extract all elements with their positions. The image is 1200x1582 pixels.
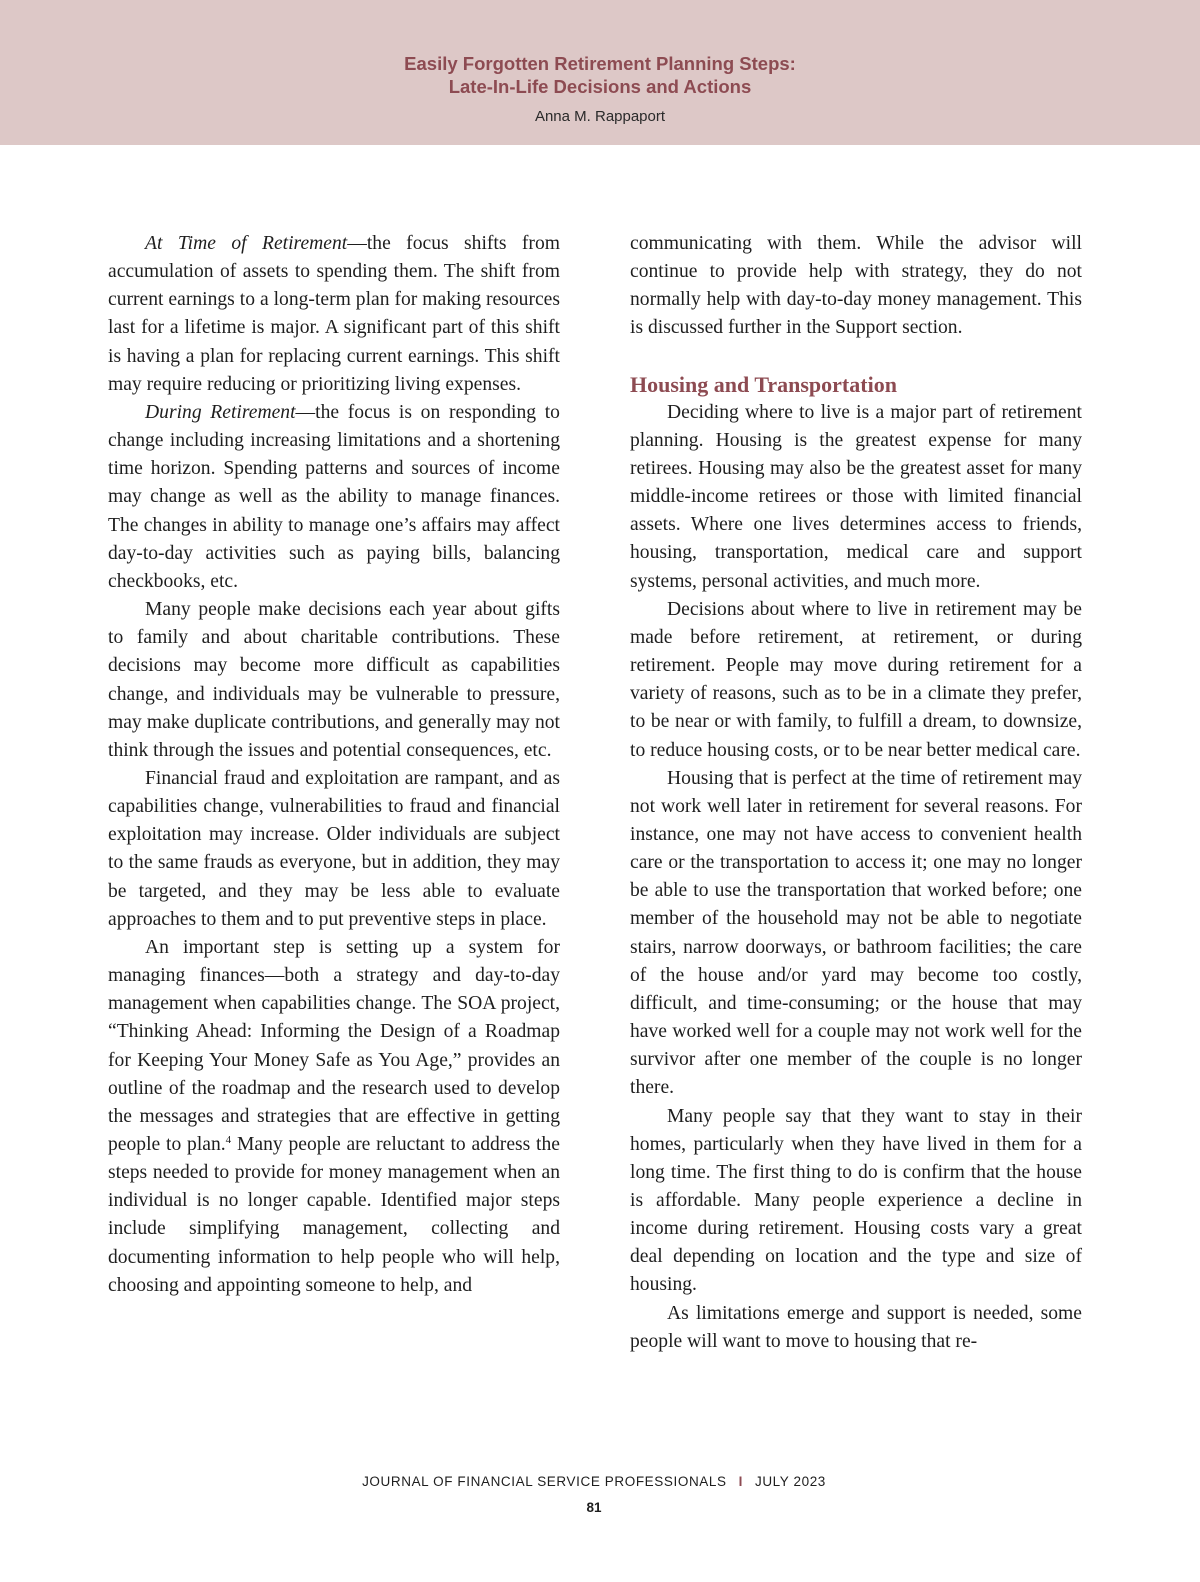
article-title	[0, 52, 1200, 98]
paragraph-during-retirement	[108, 399, 560, 596]
header-band	[0, 0, 1200, 145]
paragraph-housing-changes: Housing that is perfect at the time of retirement may not work well later in retirement for several reasons. For instance, one may not have access to convenient health care or the transportation to access it; one may no longer be able to use the transportation that worked before; one member of the household may not be able to negotiate stairs, narrow doorways, or bathroom facilities; the care of the house and/or yard may become too costly, difficult, and time-consuming; or the house that may have worked well for a couple may not work well for the survivor after one member of the couple is no longer there.	[630, 767, 1082, 1099]
left-column	[108, 230, 560, 1300]
article-title-line1: Easily Forgotten Retirement Planning Steps:	[404, 53, 796, 74]
paragraph-where-to-live: Deciding where to live is a major part of retirement planning. Housing is the greatest expense for many retirees. Housing may also be the greatest asset for many middle-income retirees or those with limited financial assets. Where one lives determines access to friends, housing, transportation, medical care and support systems, personal activities, and much more.	[630, 401, 1082, 592]
paragraph-text: An important step is setting up a system for managing finances—both a strategy and day-to-day management when capabilities change. The SOA project, “Thinking Ahead: Informing the Design of a Roadmap for Keeping Your Money Safe as You Age,” provides an outline of the roadmap and the research used to develop the messages and strategies that are effective in getting people to plan.	[108, 936, 560, 1155]
issue-date: JULY 2023	[754, 1474, 826, 1489]
right-column	[630, 230, 1082, 1356]
article-author: Anna M. Rappaport	[534, 108, 666, 125]
paragraph-limitations: As limitations emerge and support is needed, some people will want to move to housing that re-	[630, 1302, 1082, 1352]
paragraph-text: —the focus is on responding to change including increasing limitations and a shortening time horizon. Spending patterns and sources of income may change as well as the ability to manage finances. The changes in ability to manage one’s affairs may affect day-to-day activities such as paying bills, balancing checkbooks, etc.	[108, 401, 560, 592]
footnote-reference[interactable]: 4	[225, 1134, 232, 1146]
paragraph-stay-home: Many people say that they want to stay in their homes, particularly when they have lived in them for a long time. The first thing to do is confirm that the house is affordable. Many people experience a decline in income during retirement. Housing costs vary a great deal depending on location and the type and size of housing.	[630, 1105, 1082, 1296]
page-number: 81	[586, 1500, 602, 1515]
section-heading-housing: Housing and Transportation	[630, 371, 897, 397]
paragraph-text: —the focus shifts from accumulation of assets to spending them. The shift from current earnings to a long-term plan for making resources last for a lifetime is major. A significant part of this shift is having a plan for replacing current earnings. This shift may require reducing or prioritizing living expenses.	[108, 233, 560, 395]
footer-separator: I	[738, 1474, 743, 1489]
article-title-line2: Late-In-Life Decisions and Actions	[448, 76, 752, 97]
paragraph-lead-italic: At Time of Retirement	[145, 233, 348, 254]
paragraph-lead-italic: During Retirement	[145, 401, 296, 423]
paragraph-at-retirement	[108, 230, 560, 399]
paragraph-decisions-timing: Decisions about where to live in retirement may be made before retirement, at retirement, or during retirement. People may move during retirement for a variety of reasons, such as to be in a climate they prefer, to be near or with family, to fulfill a dream, to downsize, to reduce housing costs, or to be near better medical care.	[630, 598, 1082, 761]
paragraph-fraud: Financial fraud and exploitation are rampant, and as capabilities change, vulnerabilities to fraud and financial exploitation may increase. Older individuals are subject to the same frauds as everyone, but in addition, they may be targeted, and they may be less able to evaluate approaches to them and to put preventive steps in place.	[108, 767, 560, 930]
paragraph-text: Many people are reluctant to address the steps needed to provide for money management when an individual is no longer capable. Identified major steps include simplifying management, collecting and documenting information to help people who will help, choosing and appointing someone to help, and	[108, 1134, 560, 1296]
footer-journal-line	[0, 1474, 1188, 1489]
paragraph-continuation: communicating with them. While the advisor will continue to provide help with strategy, they do not normally help with day-to-day money management. This is discussed further in the Support section.	[630, 233, 1082, 339]
journal-name: JOURNAL OF FINANCIAL SERVICE PROFESSIONALS	[362, 1474, 727, 1489]
paragraph-gifts: Many people make decisions each year about gifts to family and about charitable contributions. These decisions may become more difficult as capabilities change, and individuals may be vulnerable to pressure, may make duplicate contributions, and generally may not think through the issues and potential consequences, etc.	[108, 599, 560, 761]
paragraph-managing-finances	[108, 934, 560, 1300]
